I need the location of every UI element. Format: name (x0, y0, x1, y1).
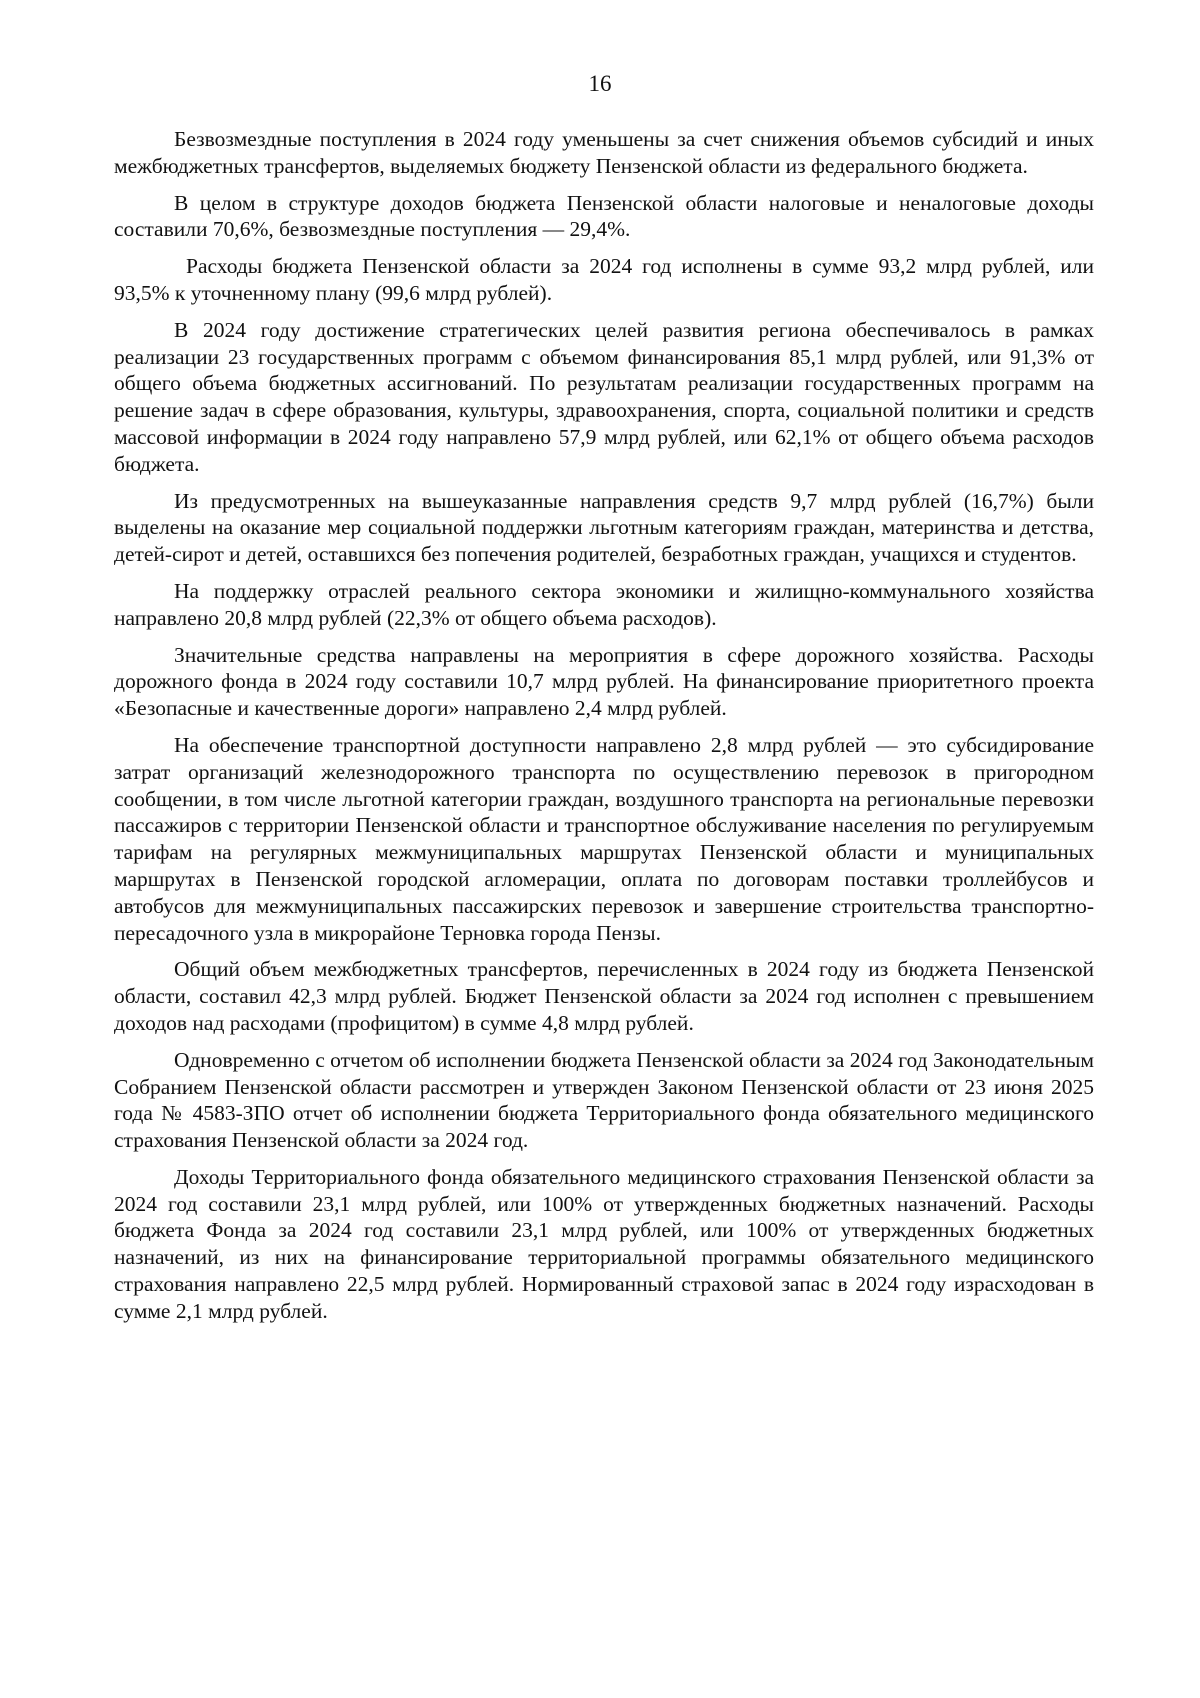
paragraph-health-fund-revenue: Доходы Территориального фонда обязательного медицинского страхования Пензенской области за 2024 год составили 23,1 млрд рублей, или 100% от утвержденных бюджетных назначений. Расходы бюджета Фонда за 2024 год составили 23,1 млрд рублей, или 100% от утвержденных бюджетных назначений, из них на финансирование территориальной программы обязательного медицинского страхования направлено 22,5 млрд рублей. Нормированный страховой запас в 2024 году израсходован в сумме 2,1 млрд рублей. (114, 1164, 1094, 1323)
paragraph-transport-access: На обеспечение транспортной доступности направлено 2,8 млрд рублей — это субсидирование затрат организаций железнодорожного транспорта по осуществлению перевозок в пригородном сообщении, в том числе льготной категории граждан, воздушного транспорта на региональные перевозки пассажиров с территории Пензенской области и транспортное обслуживание населения по регулируемым тарифам на регулярных межмуниципальных маршрутах Пензенской области и муниципальных маршрутах в Пензенской городской агломерации, оплата по договорам поставки троллейбусов и автобусов для межмуниципальных пассажирских перевозок и завершение строительства транспортно-пересадочного узла в микрорайоне Терновка города Пензы. (114, 732, 1094, 945)
paragraph-social-support: Из предусмотренных на вышеуказанные направления средств 9,7 млрд рублей (16,7%) были выделены на оказание мер социальной поддержки льготным категориям граждан, материнства и детства, детей-сирот и детей, оставшихся без попечения родителей, безработных граждан, учащихся и студентов. (114, 488, 1094, 567)
paragraph-health-insurance-report: Одновременно с отчетом об исполнении бюджета Пензенской области за 2024 год Законодательным Собранием Пензенской области рассмотрен и утвержден Законом Пензенской области от 23 июня 2025 года № 4583-ЗПО отчет об исполнении бюджета Территориального фонда обязательного медицинского страхования Пензенской области за 2024 год. (114, 1047, 1094, 1153)
paragraph-road-fund: Значительные средства направлены на мероприятия в сфере дорожного хозяйства. Расходы дорожного фонда в 2024 году составили 10,7 млрд рублей. На финансирование приоритетного проекта «Безопасные и качественные дороги» направлено 2,4 млрд рублей. (114, 642, 1094, 721)
paragraph-state-programs: В 2024 году достижение стратегических целей развития региона обеспечивалось в рамках реализации 23 государственных программ с объемом финансирования 85,1 млрд рублей, или 91,3% от общего объема бюджетных ассигнований. По результатам реализации государственных программ на решение задач в сфере образования, культуры, здравоохранения, спорта, социальной политики и средств массовой информации в 2024 году направлено 57,9 млрд рублей, или 62,1% от общего объема расходов бюджета. (114, 317, 1094, 476)
paragraph-revenue-structure: В целом в структуре доходов бюджета Пензенской области налоговые и неналоговые доходы составили 70,6%, безвозмездные поступления — 29,4%. (114, 190, 1094, 242)
document-body (114, 126, 1094, 1335)
page-number: 16 (588, 71, 612, 96)
paragraph-budget-expenses: Расходы бюджета Пензенской области за 2024 год исполнены в сумме 93,2 млрд рублей, или 93,5% к уточненному плану (99,6 млрд рублей). (114, 254, 1094, 305)
paragraph-interbudget-transfers: Общий объем межбюджетных трансфертов, перечисленных в 2024 году из бюджета Пензенской области, составил 42,3 млрд рублей. Бюджет Пензенской области за 2024 год исполнен с превышением доходов над расходами (профицитом) в сумме 4,8 млрд рублей. (114, 957, 1094, 1035)
paragraph-gratuitous-receipts: Безвозмездные поступления в 2024 году уменьшены за счет снижения объемов субсидий и иных межбюджетных трансфертов, выделяемых бюджету Пензенской области из федерального бюджета. (114, 127, 1094, 178)
paragraph-real-sector: На поддержку отраслей реального сектора экономики и жилищно-коммунального хозяйства направлено 20,8 млрд рублей (22,3% от общего объема расходов). (114, 578, 1094, 630)
